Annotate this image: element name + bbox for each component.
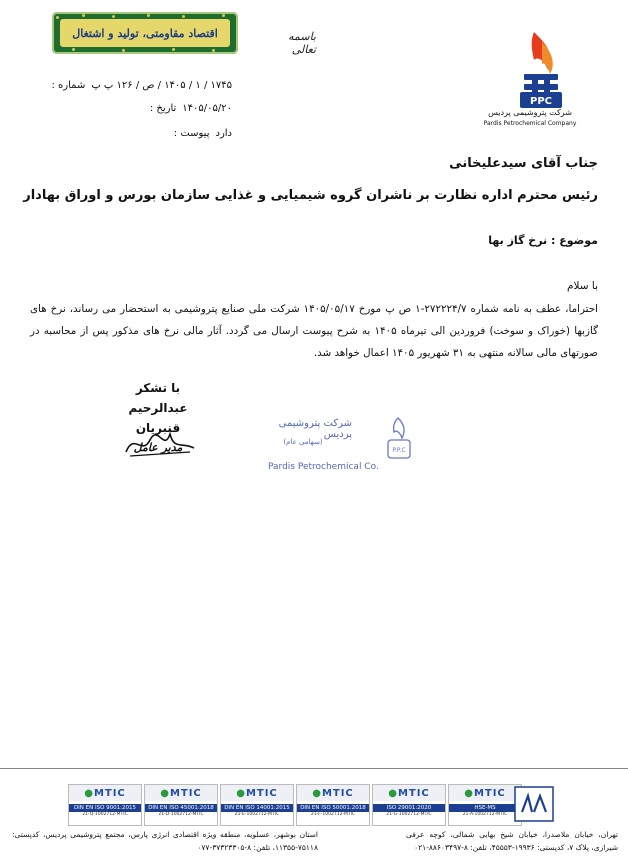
footer-divider (0, 768, 628, 769)
cert-line1: DIN EN ISO 50001:2018 (297, 804, 369, 812)
cert-line2: 21-D-1002712-MTIC (158, 812, 204, 817)
cert-iso14001: ● MTIC DIN EN ISO 14001:2015 21-E-1002712-MTIC (220, 784, 294, 826)
cert-logo: MTIC (169, 787, 202, 799)
addressee: جناب آقای سیدعلیخانی (449, 156, 598, 171)
cert-logo: MTIC (93, 787, 126, 799)
logo-name-fa: شرکت پتروشیمی پردیس (488, 108, 572, 117)
cert-iso9001: ● MTIC DIN EN ISO 9001:2015 21-Q-1002712-MTIC (68, 784, 142, 826)
stamp-name-en: Pardis Petrochemical Co. (268, 462, 379, 472)
signature-icon (120, 422, 200, 462)
cert-hse: ● MTIC HSE-MS 21-A-1002712-MTIC (448, 784, 522, 826)
signer-title: مدیر عامل (133, 441, 183, 454)
cert-iso50001: ● MTIC DIN EN ISO 50001:2018 21-F-1002712-MTIC (296, 784, 370, 826)
footer-address-bushehr: استان بوشهر، عسلویه، منطقه ویژه اقتصادی انرژی پارس، مجتمع پتروشیمی پردیس، کدپستی: ۷۵۱۱۸-۱۱۳۵۵، تلفن: ۸-۳۷۳۲۳۳۰۵-۰۷۷ (12, 830, 318, 852)
number-value: ۱۷۴۵ / ۱ / ۱۴۰۵ / ص / ۱۲۶ پ پ (91, 80, 232, 91)
stamp-name-fa: شرکت پتروشیمی پردیس (278, 418, 352, 440)
stamp-type-fa: (سهامی عام) (283, 438, 323, 446)
attachment-label: پیوست : (173, 128, 210, 139)
accreditation-mark-icon (514, 786, 554, 822)
cert-logo: MTIC (473, 787, 506, 799)
cert-line1: DIN EN ISO 45001:2018 (145, 804, 217, 812)
cert-line1: DIN EN ISO 14001:2015 (221, 804, 293, 812)
stamp-abbr: P.P.C (392, 447, 406, 454)
date-value: ۱۴۰۵/۰۵/۲۰ (182, 103, 232, 114)
slogan-banner (52, 12, 238, 54)
date-label: تاریخ : (149, 103, 177, 114)
signer-name: عبدالرحیم قنبریان (128, 401, 188, 435)
cert-line2: 21-A-1002712-MTIC (462, 812, 508, 817)
cert-iso29001: ● MTIC ISO 29001:2020 21-G-1002712-MTIC (372, 784, 446, 826)
cert-logo: MTIC (321, 787, 354, 799)
cert-line2: 21-Q-1002712-MTIC (82, 812, 128, 817)
subject: موضوع : نرخ گاز بها (488, 234, 598, 247)
cert-line2: 21-F-1002712-MTIC (310, 812, 356, 817)
letter-body: احتراما، عطف به نامه شماره ۲۷۲۲۲۴/۷-۱ ص پ مورخ ۱۴۰۵/۰۵/۱۷ شرکت ملی صنایع پتروشیمی به استحضار می رساند، نرخ های گازبها (خوراک و سوخت) فروردین الی تیرماه ۱۴۰۵ به شرح پیوست ارسال می گردد. آثار مالی نرخ های مذکور پس از محاسبه در صورتهای مالی سالانه منتهی به ۳۱ شهریور ۱۴۰۵ اعمال خواهد شد. (30, 303, 598, 359)
cert-logo: MTIC (397, 787, 430, 799)
cert-line2: 21-E-1002712-MTIC (234, 812, 280, 817)
cert-logo: MTIC (245, 787, 278, 799)
cert-line2: 21-G-1002712-MTIC (386, 812, 432, 817)
letter-date (150, 103, 232, 114)
number-label: شماره : (51, 80, 86, 91)
logo-name-en: Pardis Petrochemical Company (483, 120, 577, 127)
closing: با تشکر (135, 381, 181, 395)
greeting: با سلام (566, 280, 598, 292)
cert-line1: HSE-MS (449, 804, 521, 812)
attachment-value: دارد (215, 128, 232, 139)
footer-address-tehran: تهران، خیابان ملاصدرا، خیابان شیخ بهایی شمالی، کوچه عرفی شیرازی، پلاک ۷، کدپستی: ۱۹۹۳۶-۴۵۵۵۳، تلفن: ۸-۸۸۶۰۳۴۹۷-۰۲۱ (406, 830, 618, 852)
cert-line1: DIN EN ISO 9001:2015 (69, 804, 141, 812)
basmala: باسمه تعالی (288, 30, 316, 56)
addressee-role: رئیس محترم اداره نظارت بر ناشران گروه شیمیایی و غذایی سازمان بورس و اوراق بهادار (23, 188, 598, 203)
letter-attachment (174, 128, 232, 139)
cert-iso45001: ● MTIC DIN EN ISO 45001:2018 21-D-1002712-MTIC (144, 784, 218, 826)
slogan-text: اقتصاد مقاومتی، تولید و اشتغال (60, 19, 230, 47)
cert-line1: ISO 29001:2020 (373, 804, 445, 812)
letter-number (52, 80, 233, 91)
logo-abbr: PPC (530, 96, 552, 107)
